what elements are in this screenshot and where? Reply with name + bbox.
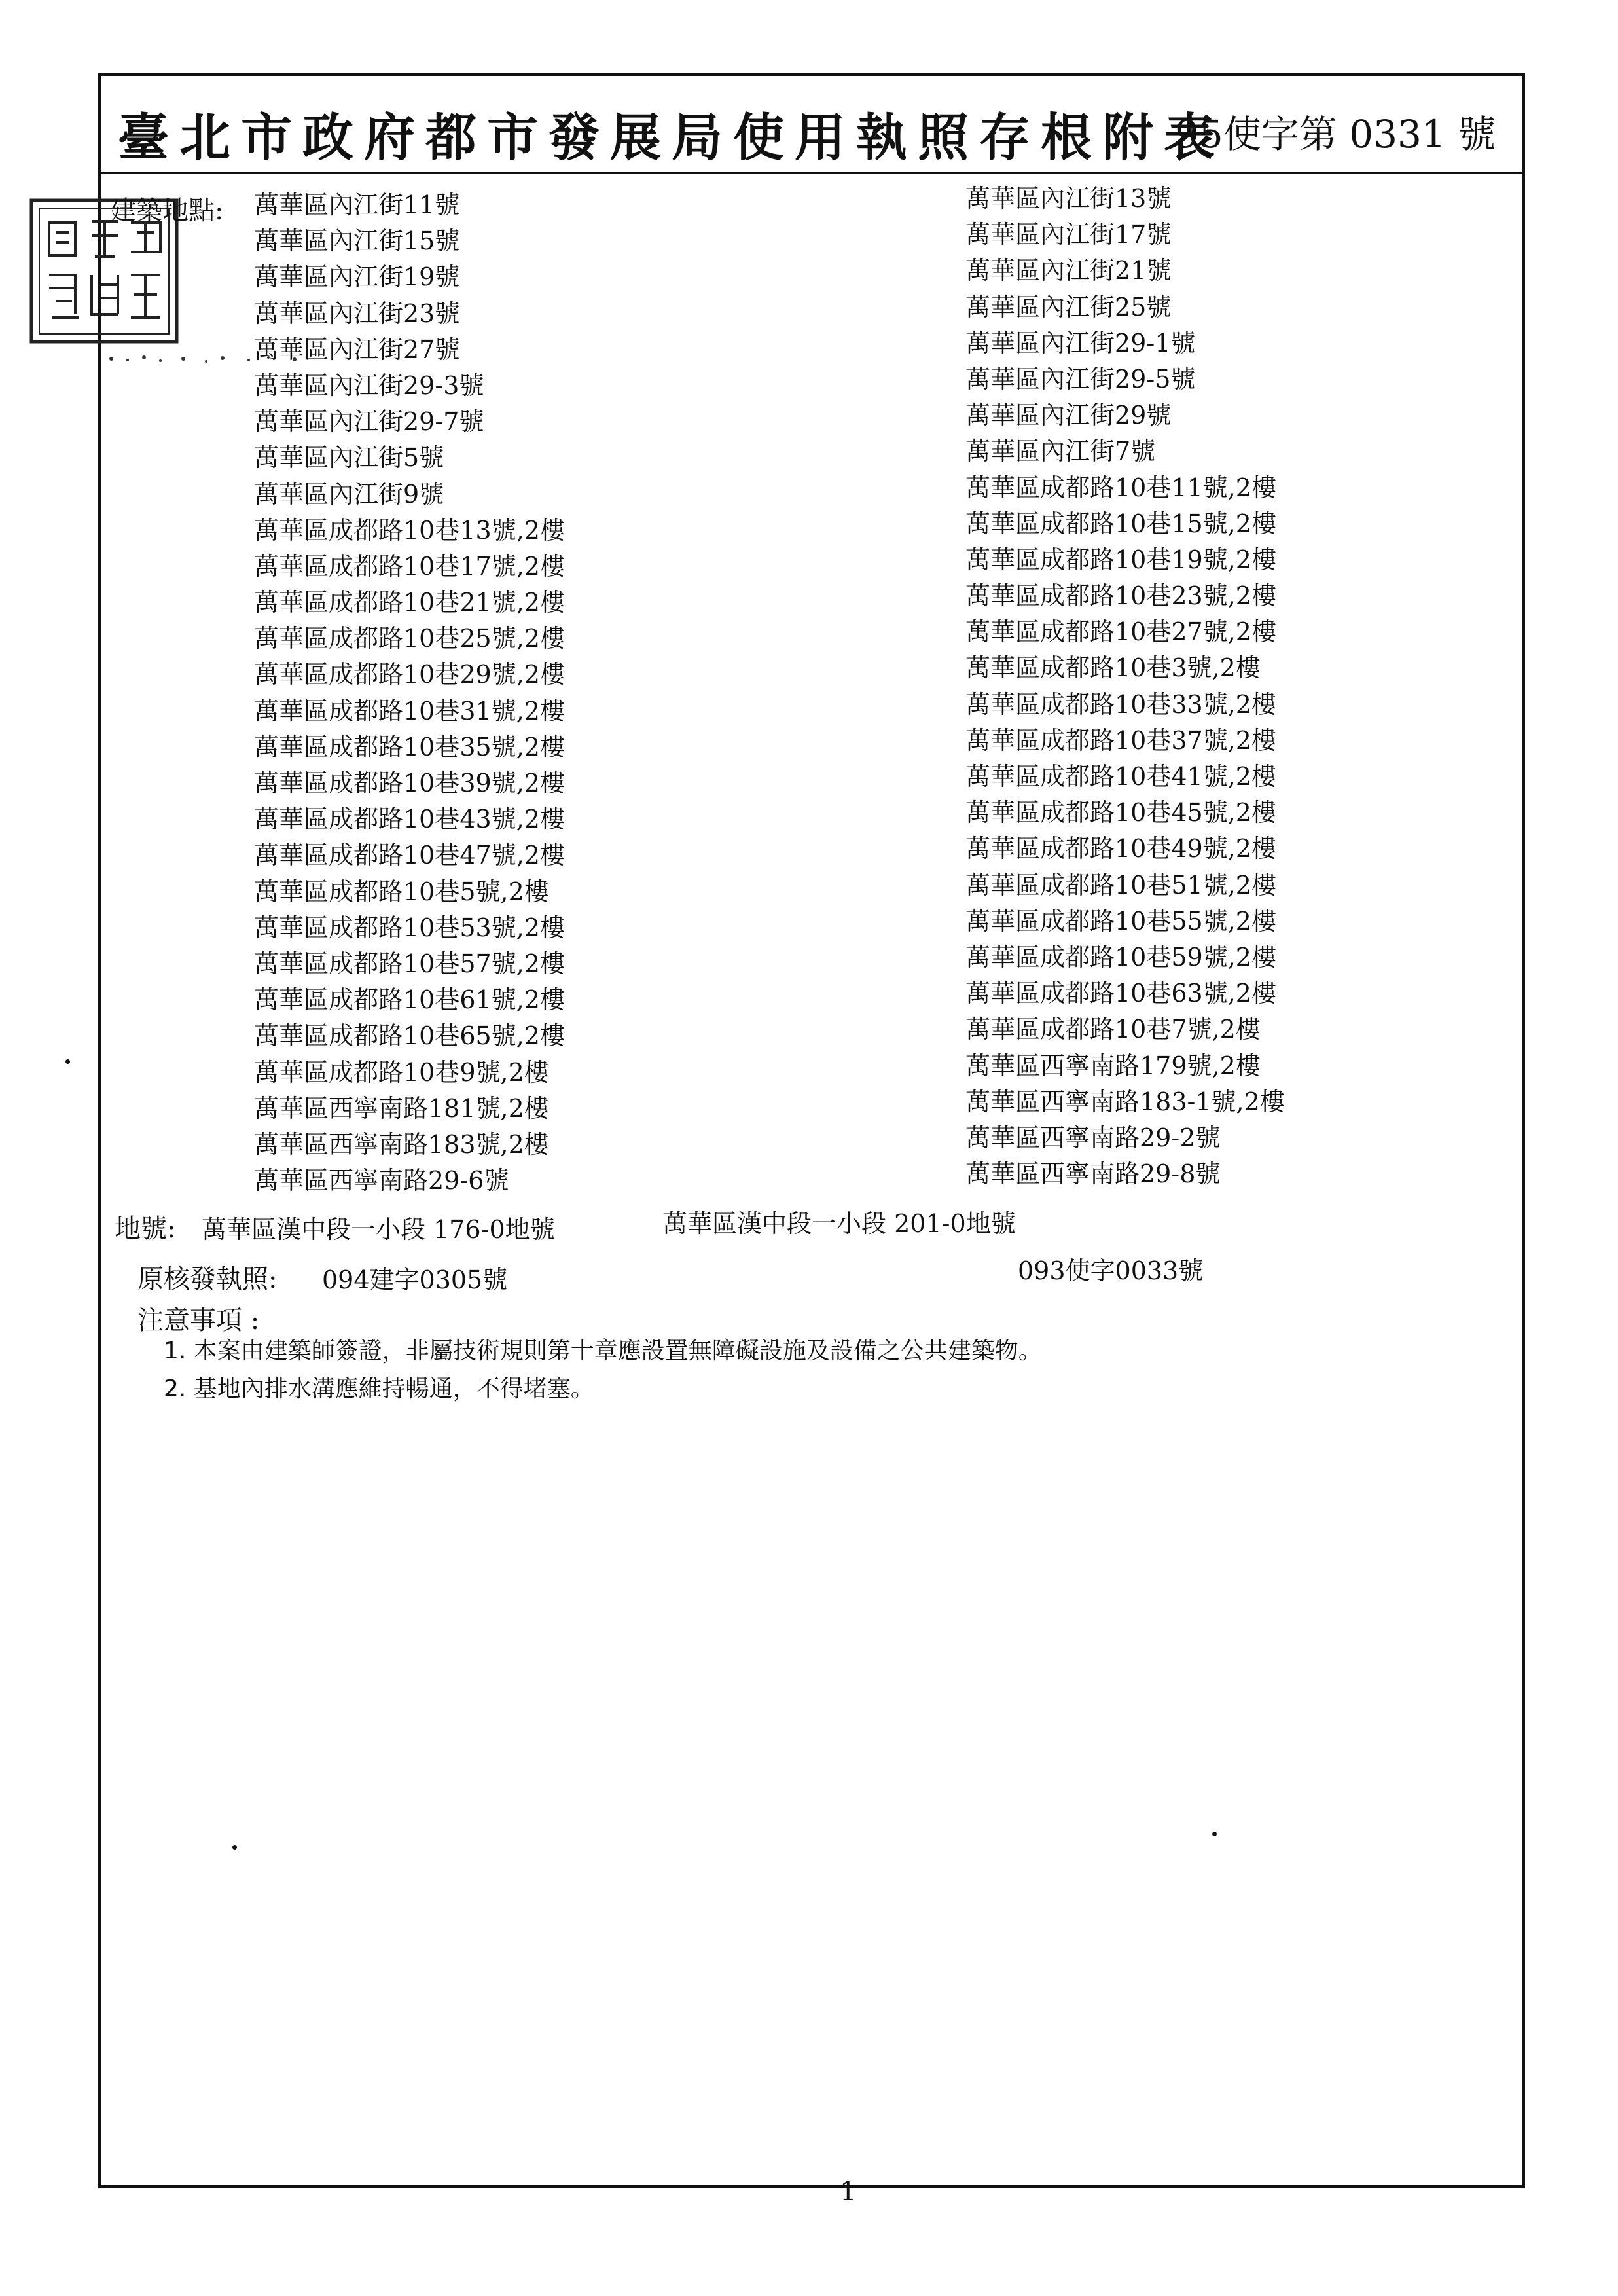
address-item: 萬華區西寧南路29-8號 [965, 1159, 1221, 1189]
address-item: 萬華區內江街13號 [965, 184, 1172, 213]
address-item: 萬華區成都路10巷29號,2樓 [254, 660, 565, 689]
address-item: 萬華區成都路10巷25號,2樓 [254, 624, 565, 653]
permit-number: 95使字第 0331 號 [1175, 112, 1496, 156]
page-number: 1 [840, 2177, 857, 2207]
address-item: 萬華區成都路10巷53號,2樓 [254, 913, 565, 942]
address-item: 萬華區西寧南路179號,2樓 [965, 1051, 1261, 1080]
address-item: 萬華區內江街29-1號 [965, 328, 1196, 357]
address-item: 萬華區成都路10巷13號,2樓 [254, 515, 565, 545]
lot-number-label: 地號: [115, 1214, 176, 1244]
scan-speck [1212, 1832, 1217, 1836]
address-item: 萬華區內江街29-3號 [254, 371, 484, 400]
address-item: 萬華區成都路10巷39號,2樓 [254, 769, 565, 797]
address-item: 萬華區成都路10巷51號,2樓 [965, 870, 1276, 900]
address-item: 萬華區成都路10巷21號,2樓 [254, 588, 565, 617]
address-item: 萬華區西寧南路183-1號,2樓 [965, 1087, 1285, 1116]
note-item: 1. 本案由建築師簽證，非屬技術規則第十章應設置無障礙設施及設備之公共建築物。 [164, 1338, 1042, 1364]
lot-number-right: 萬華區漢中段一小段 201-0地號 [662, 1209, 1016, 1238]
address-item: 萬華區內江街23號 [254, 299, 460, 328]
address-item: 萬華區成都路10巷55號,2樓 [965, 906, 1276, 936]
address-item: 萬華區成都路10巷63號,2樓 [965, 979, 1276, 1008]
address-item: 萬華區內江街21號 [965, 256, 1172, 285]
address-item: 萬華區成都路10巷27號,2樓 [965, 617, 1276, 647]
address-item: 萬華區成都路10巷43號,2樓 [254, 805, 565, 834]
notes-label: 注意事項 : [137, 1305, 260, 1336]
address-item: 萬華區內江街25號 [965, 292, 1172, 321]
address-item: 萬華區成都路10巷41號,2樓 [965, 762, 1276, 791]
address-item: 萬華區內江街15號 [254, 227, 460, 256]
address-item: 萬華區內江街29-5號 [965, 364, 1196, 393]
address-item: 萬華區成都路10巷33號,2樓 [965, 689, 1276, 719]
scan-speck [65, 1059, 70, 1064]
address-item: 萬華區成都路10巷65號,2樓 [254, 1021, 565, 1051]
address-item: 萬華區成都路10巷5號,2樓 [254, 877, 549, 906]
scan-speck [232, 1845, 237, 1850]
address-item: 萬華區成都路10巷9號,2樓 [254, 1057, 549, 1087]
address-item: 萬華區成都路10巷19號,2樓 [965, 545, 1276, 574]
address-item: 萬華區成都路10巷49號,2樓 [965, 834, 1276, 864]
address-list-left [254, 187, 565, 1199]
address-item: 萬華區成都路10巷15號,2樓 [965, 509, 1276, 538]
building-location-label: 建築地點: [110, 196, 224, 226]
address-item: 萬華區內江街19號 [254, 263, 460, 292]
address-item: 萬華區內江街11號 [254, 191, 460, 219]
address-item: 萬華區成都路10巷3號,2樓 [965, 653, 1261, 683]
address-item: 萬華區內江街29-7號 [254, 407, 484, 437]
address-item: 萬華區內江街9號 [254, 479, 444, 509]
address-item: 萬華區內江街29號 [965, 401, 1172, 430]
original-license-left: 094建字0305號 [322, 1266, 508, 1294]
address-item: 萬華區成都路10巷31號,2樓 [254, 696, 565, 725]
address-item: 萬華區內江街27號 [254, 335, 460, 364]
header-divider [98, 172, 1525, 174]
address-item: 萬華區內江街17號 [965, 220, 1172, 249]
address-item: 萬華區成都路10巷17號,2樓 [254, 551, 565, 581]
address-item: 萬華區內江街5號 [254, 443, 444, 473]
lot-number-left: 萬華區漢中段一小段 176-0地號 [202, 1215, 555, 1244]
address-item: 萬華區成都路10巷61號,2樓 [254, 985, 565, 1015]
address-item: 萬華區西寧南路29-2號 [965, 1123, 1221, 1152]
address-list-right [965, 181, 1285, 1192]
note-item: 2. 基地內排水溝應維持暢通，不得堵塞。 [164, 1376, 594, 1402]
original-license-right: 093使字0033號 [1018, 1256, 1204, 1285]
address-item: 萬華區成都路10巷57號,2樓 [254, 949, 565, 978]
original-license-label: 原核發執照: [137, 1264, 278, 1294]
address-item: 萬華區成都路10巷45號,2樓 [965, 798, 1276, 828]
address-item: 萬華區成都路10巷37號,2樓 [965, 725, 1276, 755]
document-title: 臺北市政府都市發展局使用執照存根附表 [118, 108, 1226, 168]
address-item: 萬華區西寧南路183號,2樓 [254, 1129, 549, 1159]
address-item: 萬華區成都路10巷35號,2樓 [254, 732, 565, 761]
address-item: 萬華區西寧南路29-6號 [254, 1166, 509, 1195]
address-item: 萬華區內江街7號 [965, 437, 1156, 466]
address-item: 萬華區西寧南路181號,2樓 [254, 1093, 549, 1123]
address-item: 萬華區成都路10巷23號,2樓 [965, 581, 1276, 611]
address-item: 萬華區成都路10巷7號,2樓 [965, 1015, 1261, 1044]
address-item: 萬華區成都路10巷47號,2樓 [254, 841, 565, 870]
address-item: 萬華區成都路10巷59號,2樓 [965, 942, 1276, 972]
address-item: 萬華區成都路10巷11號,2樓 [965, 473, 1276, 502]
